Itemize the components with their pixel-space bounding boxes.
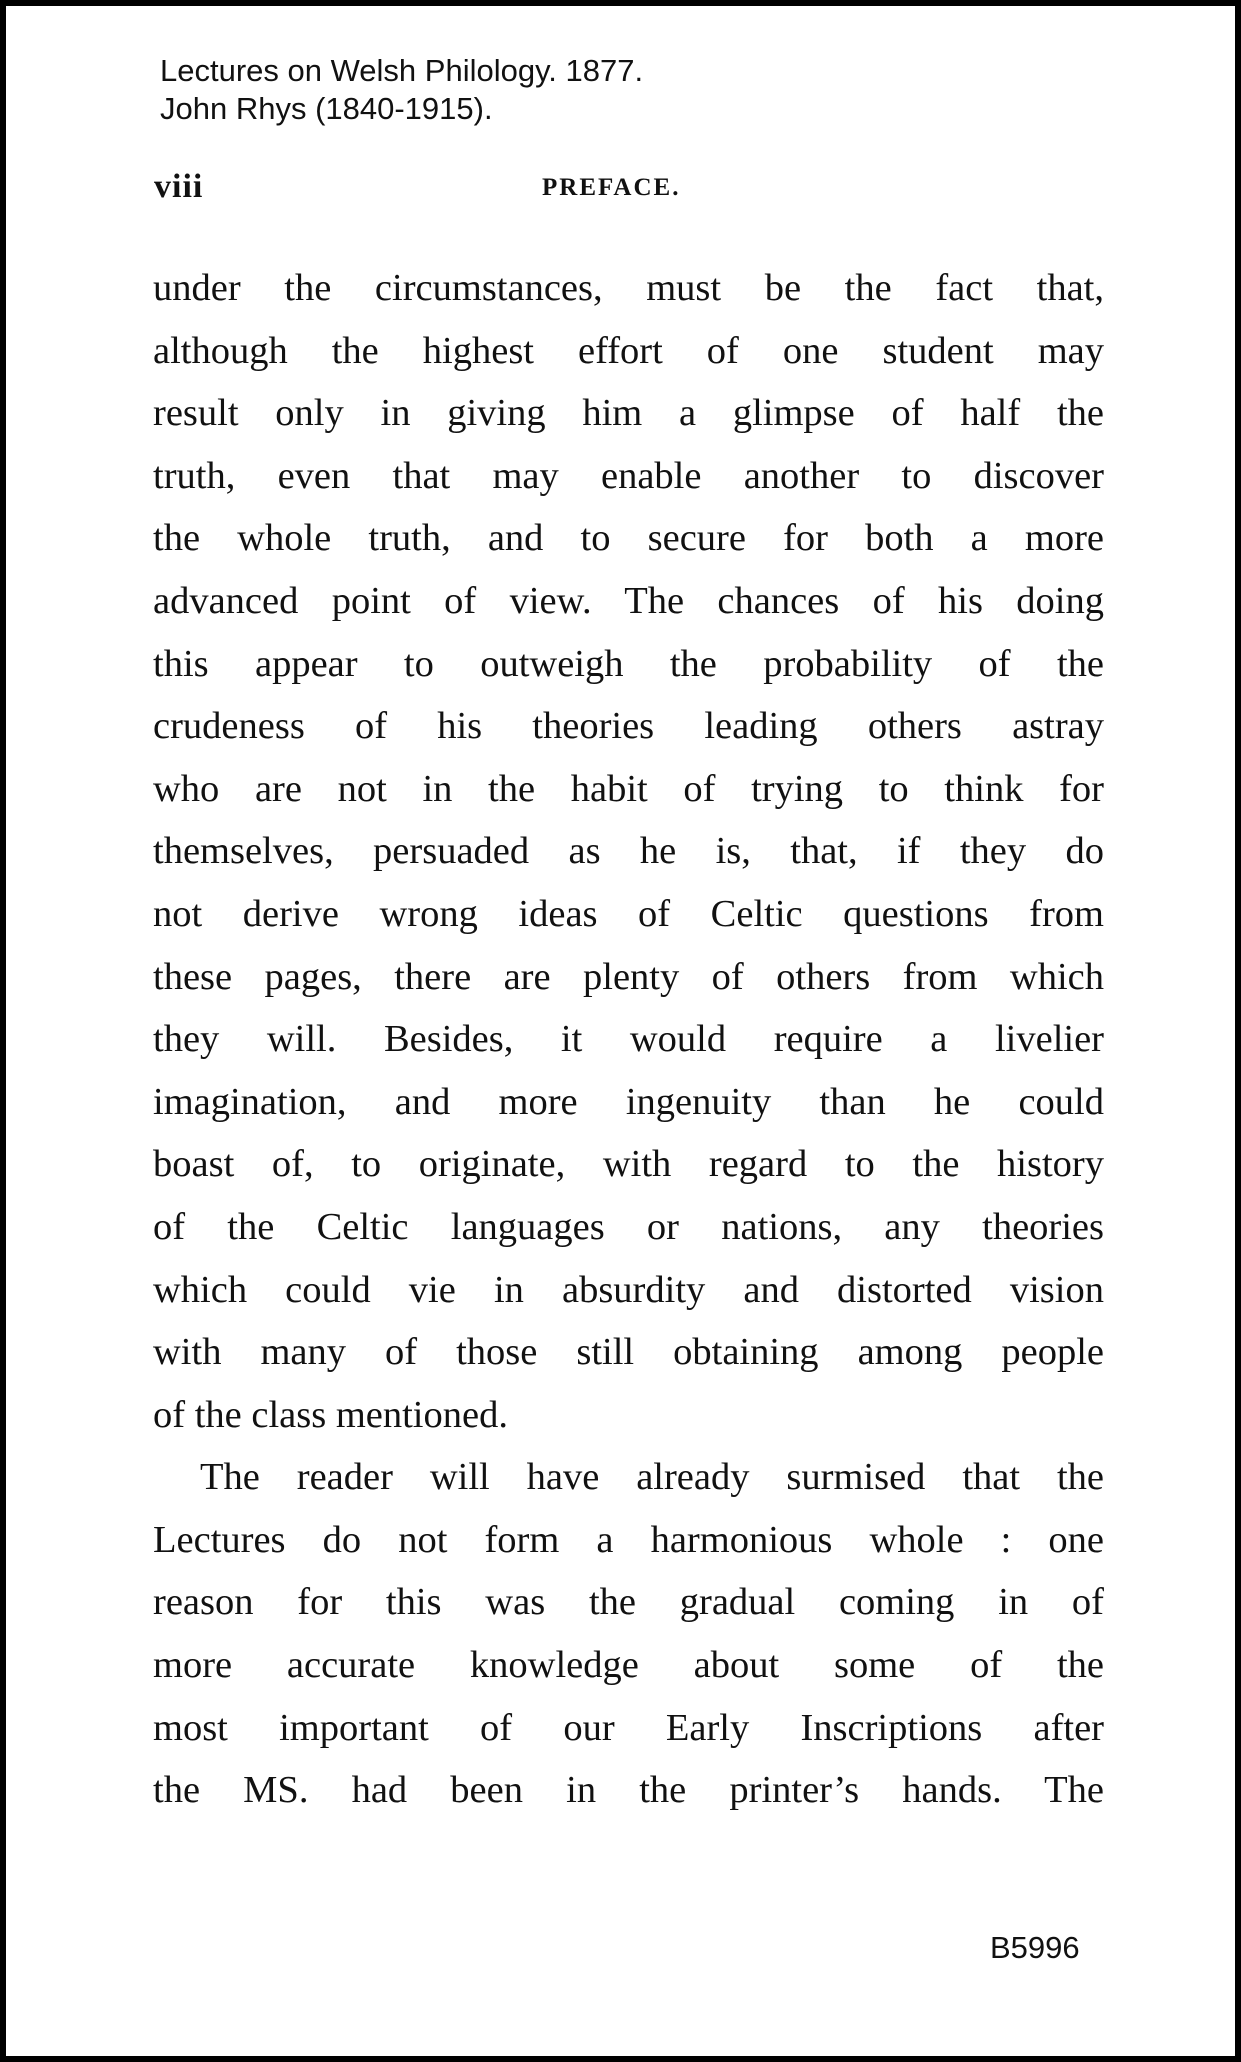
text-line: which could vie in absurdity and distorted vision	[153, 1268, 1104, 1311]
text-line: The reader will have already surmised that the	[200, 1456, 1104, 1499]
text-line: although the highest effort of one student may	[153, 329, 1104, 372]
text-line: most important of our Early Inscriptions after	[153, 1706, 1104, 1749]
text-line: they will. Besides, it would require a livelier	[153, 1018, 1104, 1061]
text-line: imagination, and more ingenuity than he could	[153, 1080, 1104, 1123]
text-line: more accurate knowledge about some of the	[153, 1644, 1104, 1687]
text-line: crudeness of his theories leading others astray	[153, 705, 1104, 748]
text-line: who are not in the habit of trying to think for	[153, 767, 1104, 810]
body-text	[153, 257, 1104, 1822]
running-head	[154, 168, 1104, 212]
text-line: with many of those still obtaining among people	[153, 1331, 1104, 1374]
text-line: the whole truth, and to secure for both a more	[153, 517, 1104, 560]
text-line: of the class mentioned.	[153, 1393, 508, 1436]
text-line: Lectures do not form a harmonious whole : one	[153, 1518, 1104, 1561]
text-line: themselves, persuaded as he is, that, if they do	[153, 830, 1104, 873]
catalog-title: Lectures on Welsh Philology. 1877.	[160, 53, 644, 88]
text-line: not derive wrong ideas of Celtic questions from	[153, 892, 1104, 935]
text-line: truth, even that may enable another to discover	[153, 454, 1104, 497]
shelfmark: B5996	[990, 1930, 1080, 1965]
text-line: the MS. had been in the printer’s hands. The	[153, 1769, 1104, 1812]
paragraph-1	[153, 257, 1104, 1446]
text-line: this appear to outweigh the probability of the	[153, 642, 1104, 685]
text-line: advanced point of view. The chances of his doing	[153, 579, 1104, 622]
paragraph-2	[153, 1446, 1104, 1822]
catalog-author: John Rhys (1840-1915).	[160, 91, 493, 126]
running-title: PREFACE.	[542, 174, 681, 201]
text-line: reason for this was the gradual coming in of	[153, 1581, 1104, 1624]
catalog-label	[160, 52, 643, 128]
text-line: boast of, to originate, with regard to the history	[153, 1143, 1104, 1186]
book-page	[6, 6, 1235, 2056]
page-number: viii	[154, 168, 204, 205]
text-line: result only in giving him a glimpse of half the	[153, 392, 1104, 435]
text-line: these pages, there are plenty of others from which	[153, 955, 1104, 998]
text-line: under the circumstances, must be the fact that,	[153, 267, 1104, 309]
text-line: of the Celtic languages or nations, any theories	[153, 1205, 1104, 1248]
